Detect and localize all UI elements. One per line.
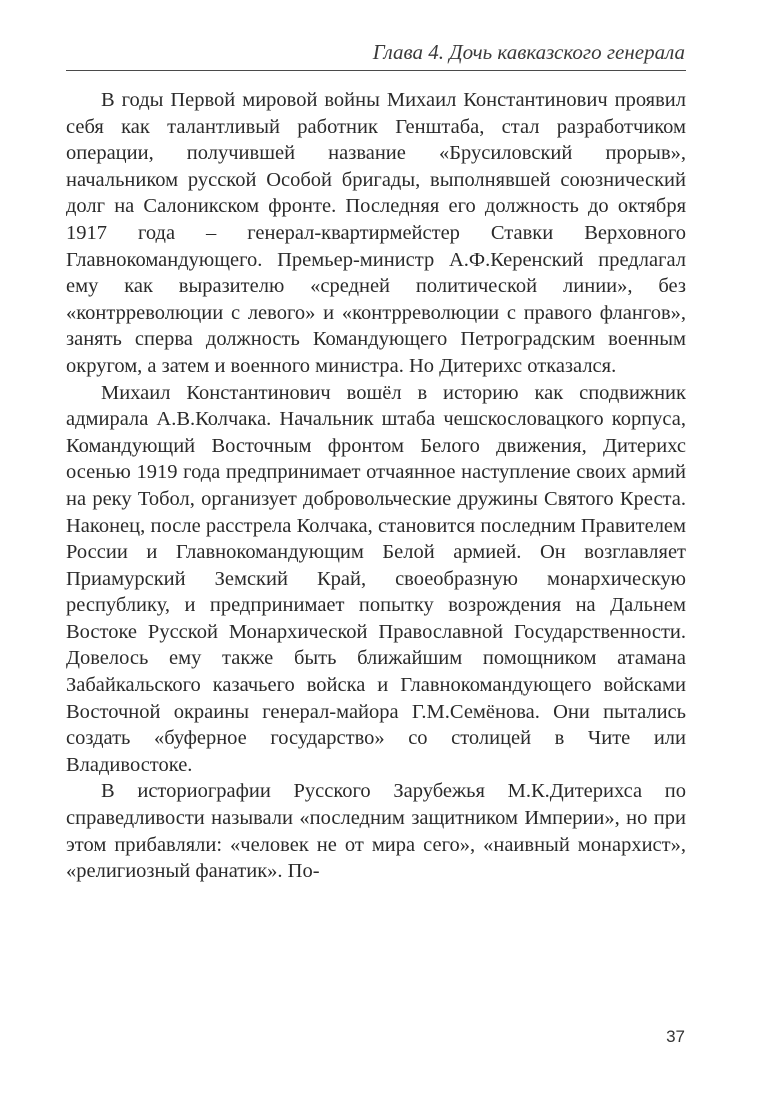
body-text (66, 87, 686, 885)
paragraph-2: Михаил Константинович вошёл в историю как сподвижник адмирала А.В.Колчака. Начальник штаба чешскословацкого корпуса, Командующий Восточным фронтом Белого движения, Дитерихс осенью 1919 года предпринимает отчаянное наступление своих армий на реку Тобол, организует добровольческие дружины Святого Креста. Наконец, после расстрела Колчака, становится последним Правителем России и Главнокомандующим Белой армией. Он возглавляет Приамурский Земский Край, своеобразную монархическую республику, и предпринимает попытку возрождения на Дальнем Востоке Русской Монархической Православной Государственности. Довелось ему также быть ближайшим помощником атамана Забайкальского казачьего войска и Главнокомандующего войсками Восточной окраины генерал-майора Г.М.Семёнова. Они пытались создать «буферное государство» со столицей в Чите или Владивостоке. (66, 381, 686, 776)
paragraph-1: В годы Первой мировой войны Михаил Константинович проявил себя как талантливый работник Генштаба, стал разработчиком операции, получившей название «Брусиловский прорыв», начальником русской Особой бригады, выполнявшей союзнический долг на Салоникском фронте. Последняя его должность до октября 1917 года – генерал-квартирмейстер Ставки Верховного Главнокомандующего. Премьер-министр А.Ф.Керенский предлагал ему как выразителю «средней политической линии», без «контрреволюции с левого» и «контрреволюции с правого флангов», занять сперва должность Командующего Петроградским военным округом, а затем и военного министра. Но Дитерихс отказался. (66, 89, 686, 377)
running-header: Глава 4. Дочь кавказского генерала (372, 40, 685, 64)
paragraph-3: В историографии Русского Зарубежья М.К.Дитерихса по справедливости называли «последним защитником Империи», но при этом прибавляли: «человек не от мира сего», «наивный монархист», «религиозный фанатик». По- (66, 780, 686, 883)
page-number: 37 (666, 1027, 685, 1046)
header-rule (66, 70, 686, 71)
